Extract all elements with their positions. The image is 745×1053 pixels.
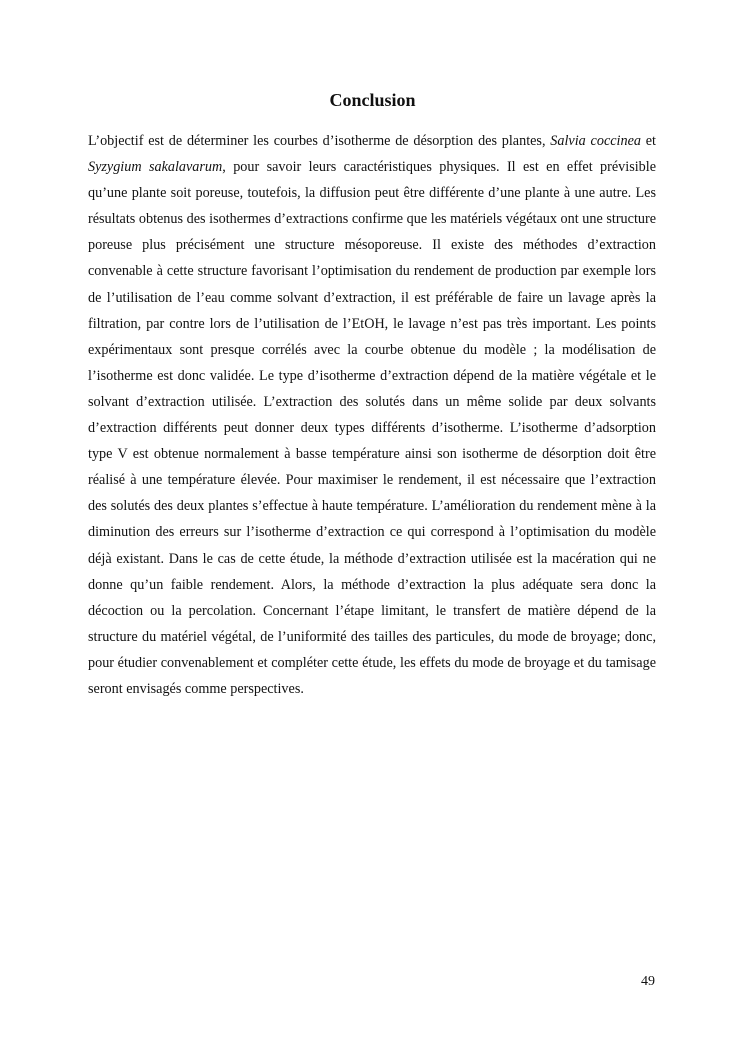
page-number: 49: [641, 974, 655, 989]
page-title: Conclusion: [329, 90, 416, 110]
conclusion-paragraph: [88, 128, 656, 702]
text-segment: et: [640, 133, 656, 149]
species-name-syzygium: Syzygium sakalavarum: [88, 159, 223, 176]
text-segment: L’objectif est de déterminer les courbes d’isotherme de désorption des plantes,: [88, 133, 551, 149]
text-segment: , pour savoir leurs caractéristiques physiques. Il est en effet prévisible qu’une plante soit poreuse, toutefois, la diffusion peut être différente d’une plante à une autre. Les résultats obtenus des isothermes d’extractions confirme que les matériels végétaux ont une structure poreuse plus précisément une structure mésoporeuse. Il existe des méthodes d’extraction convenable à cette structure favorisant l’optimisation du rendement de production par exemple lors de l’utilisation de l’eau comme solvant d’extraction, il est préférable de faire un lavage après la filtration, par contre lors de l’utilisation de l’EtOH, le lavage n’est pas très important. Les points expérimentaux sont presque corrélés avec la courbe obtenue du modèle ; la modélisation de l’isotherme est donc validée. Le type d’isotherme d’extraction dépend de la matière végétale et le solvant d’extraction utilisée. L’extraction des solutés dans un même solide par deux solvants d’extraction différents peut donner deux types différents d’isotherme. L’isotherme d’adsorption type V est obtenue normalement à basse température ainsi son isotherme de désorption doit être réalisé à une température élevée. Pour maximiser le rendement, il est nécessaire que l’extraction des solutés des deux plantes s’effectue à haute température. L’amélioration du rendement mène à la diminution des erreurs sur l’isotherme d’extraction ce qui correspond à l’optimisation du modèle déjà existant. Dans le cas de cette étude, la méthode d’extraction utilisée est la macération qui ne donne qu’un faible rendement. Alors, la méthode d’extraction la plus adéquate sera donc la décoction ou la percolation. Concernant l’étape limitant, le transfert de matière dépend de la structure du matériel végétal, de l’uniformité des tailles des particules, du mode de broyage; donc, pour étudier convenablement et compléter cette étude, les effets du mode de broyage et du tamisage seront envisagés comme perspectives.: [88, 159, 656, 697]
species-name-salvia: Salvia coccinea: [550, 133, 641, 149]
